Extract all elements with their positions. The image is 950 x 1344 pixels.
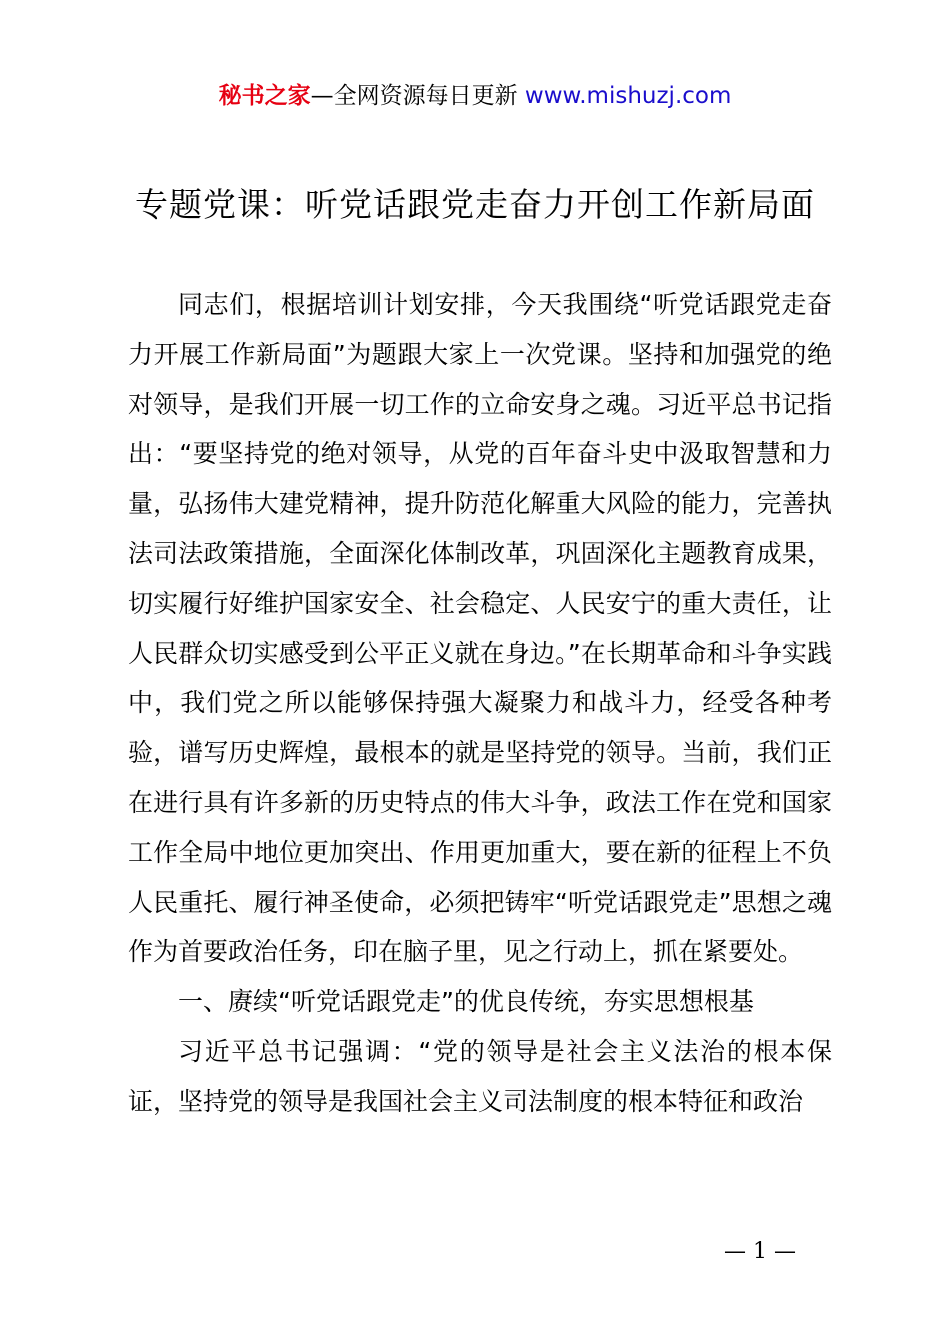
section-1-paragraph: 习近平总书记强调：“党的领导是社会主义法治的根本保证，坚持党的领导是我国社会主义司法制度的根本特征和政治 (128, 1036, 832, 1116)
site-tagline: —全网资源每日更新 (310, 83, 518, 109)
document-body (128, 280, 832, 1127)
site-header (0, 80, 950, 112)
site-url-link[interactable]: www.mishuzj.com (524, 83, 732, 109)
intro-paragraph: 同志们，根据培训计划安排，今天我围绕“听党话跟党走奋力开展工作新局面”为题跟大家上一次党课。坚持和加强党的绝对领导，是我们开展一切工作的立命安身之魂。习近平总书记指出：“要坚持党的绝对领导，从党的百年奋斗史中汲取智慧和力量，弘扬伟大建党精神，提升防范化解重大风险的能力，完善执法司法政策措施，全面深化体制改革，巩固深化主题教育成果，切实履行好维护国家安全、社会稳定、人民安宁的重大责任，让人民群众切实感受到公平正义就在身边。”在长期革命和斗争实践中，我们党之所以能够保持强大凝聚力和战斗力，经受各种考验，谱写历史辉煌，最根本的就是坚持党的领导。当前，我们正在进行具有许多新的历史特点的伟大斗争，政法工作在党和国家工作全局中地位更加突出、作用更加重大，要在新的征程上不负人民重托、履行神圣使命，必须把铸牢“听党话跟党走”思想之魂作为首要政治任务，印在脑子里，见之行动上，抓在紧要处。 (128, 290, 832, 967)
site-brand: 秘书之家 (218, 83, 311, 109)
section-heading-1: 一、赓续“听党话跟党走”的优良传统，夯实思想根基 (178, 987, 754, 1017)
page-number: — 1 — (724, 1239, 796, 1264)
document-title: 专题党课：听党话跟党走奋力开创工作新局面 (135, 185, 815, 224)
